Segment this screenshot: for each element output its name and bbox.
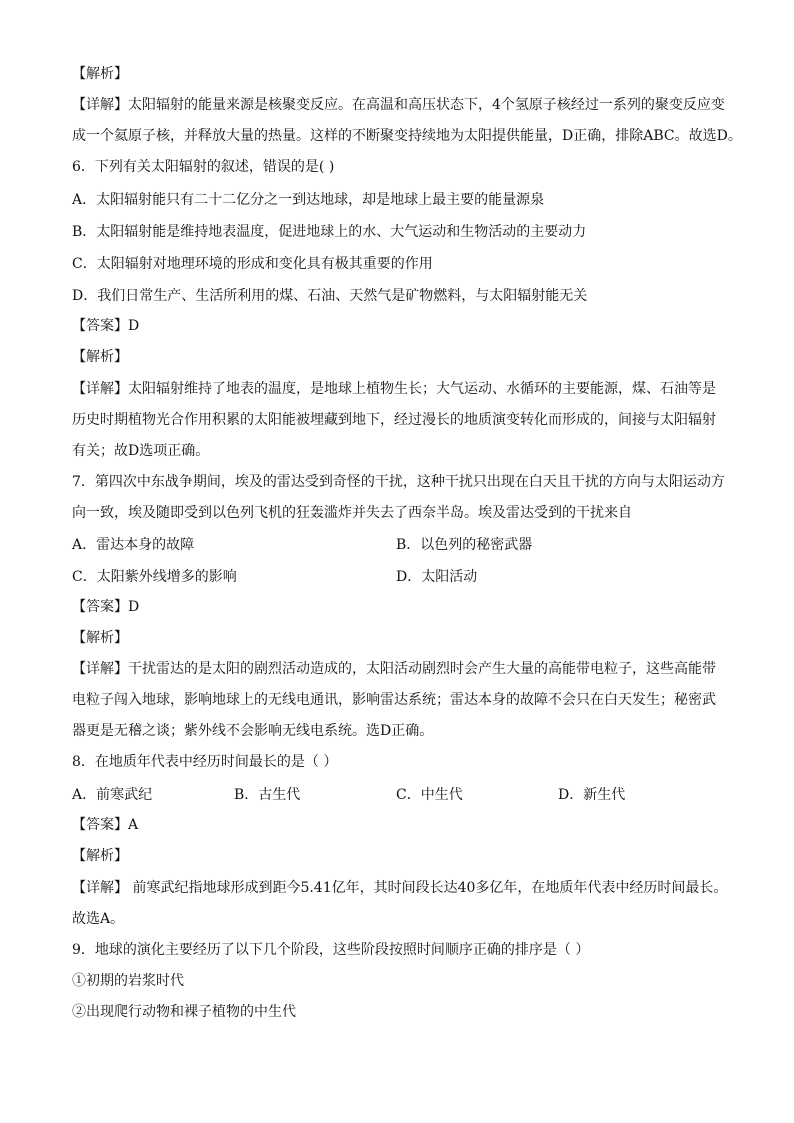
q6-jiexi-label: 【解析】 bbox=[72, 349, 128, 365]
q7-answer: 【答案】D bbox=[72, 599, 140, 615]
q9-item-1: ①初期的岩浆时代 bbox=[72, 973, 184, 989]
q8-detail-line-1: 【详解】 前寒武纪指地球形成到距今5.41亿年，其时间段长达40多亿年，在地质年代表中经历时间最长。 bbox=[72, 880, 728, 896]
q7-option-a: A．雷达本身的故障 bbox=[72, 537, 195, 553]
q6-detail-line-2: 历史时期植物光合作用积累的太阳能被埋藏到地下，经过漫长的地质演变转化而形成的，间接与太阳辐射 bbox=[72, 412, 716, 428]
q7-stem-line-2: 向一致，埃及随即受到以色列飞机的狂轰滥炸并失去了西奈半岛。埃及雷达受到的干扰来自 bbox=[72, 505, 632, 521]
q6-option-a: A．太阳辐射能只有二十二亿分之一到达地球，却是地球上最主要的能量源泉 bbox=[72, 192, 545, 208]
q7-detail-line-3: 器更是无稽之谈；紫外线不会影响无线电系统。选D正确。 bbox=[72, 723, 434, 739]
q6-detail-line-3: 有关；故D选项正确。 bbox=[72, 443, 210, 459]
q5-detail-line-2: 成一个氦原子核，并释放大量的热量。这样的不断聚变持续地为太阳提供能量，D正确，排除ABC。故选D。 bbox=[72, 128, 742, 144]
q8-option-a: A．前寒武纪 bbox=[72, 787, 153, 803]
q8-option-c: C．中生代 bbox=[396, 787, 463, 803]
q8-options-row bbox=[72, 785, 732, 805]
q9-item-2: ②出现爬行动物和裸子植物的中生代 bbox=[72, 1004, 296, 1020]
q6-stem: 6．下列有关太阳辐射的叙述，错误的是( ) bbox=[72, 159, 335, 175]
q8-answer: 【答案】A bbox=[72, 817, 139, 833]
q8-jiexi-label: 【解析】 bbox=[72, 848, 128, 864]
q5-detail-line-1: 【详解】太阳辐射的能量来源是核聚变反应。在高温和高压状态下，4个氢原子核经过一系列的聚变反应变 bbox=[72, 97, 725, 113]
q6-option-d: D．我们日常生产、生活所利用的煤、石油、天然气是矿物燃料，与太阳辐射能无关 bbox=[72, 288, 588, 304]
q8-detail-line-2: 故选A。 bbox=[72, 911, 125, 927]
q7-detail-line-1: 【详解】干扰雷达的是太阳的剧烈活动造成的，太阳活动剧烈时会产生大量的高能带电粒子，这些高能带 bbox=[72, 661, 716, 677]
q7-option-d: D．太阳活动 bbox=[396, 569, 478, 585]
q7-options-row-1 bbox=[72, 535, 732, 555]
q9-stem: 9．地球的演化主要经历了以下几个阶段，这些阶段按照时间顺序正确的排序是（ ） bbox=[72, 942, 590, 958]
q7-option-c: C．太阳紫外线增多的影响 bbox=[72, 569, 237, 585]
q7-jiexi-label: 【解析】 bbox=[72, 630, 128, 646]
q7-option-b: B．以色列的秘密武器 bbox=[396, 537, 533, 553]
q7-options-row-2 bbox=[72, 567, 732, 587]
q6-answer: 【答案】D bbox=[72, 318, 140, 334]
q8-option-b: B．古生代 bbox=[234, 787, 301, 803]
q6-option-b: B．太阳辐射能是维持地表温度，促进地球上的水、大气运动和生物活动的主要动力 bbox=[72, 224, 587, 240]
q8-stem: 8．在地质年代表中经历时间最长的是（ ） bbox=[72, 754, 338, 770]
q7-detail-line-2: 电粒子闯入地球，影响地球上的无线电通讯，影响雷达系统；雷达本身的故障不会只在白天发生；秘密武 bbox=[72, 692, 716, 708]
q5-jiexi-label: 【解析】 bbox=[72, 66, 128, 82]
q6-detail-line-1: 【详解】太阳辐射维持了地表的温度，是地球上植物生长；大气运动、水循环的主要能源，煤、石油等是 bbox=[72, 381, 716, 397]
q6-option-c: C．太阳辐射对地理环境的形成和变化具有极其重要的作用 bbox=[72, 256, 433, 272]
q7-stem-line-1: 7．第四次中东战争期间，埃及的雷达受到奇怪的干扰，这种干扰只出现在白天且干扰的方向与太阳运动方 bbox=[72, 474, 725, 490]
q8-option-d: D．新生代 bbox=[558, 787, 626, 803]
